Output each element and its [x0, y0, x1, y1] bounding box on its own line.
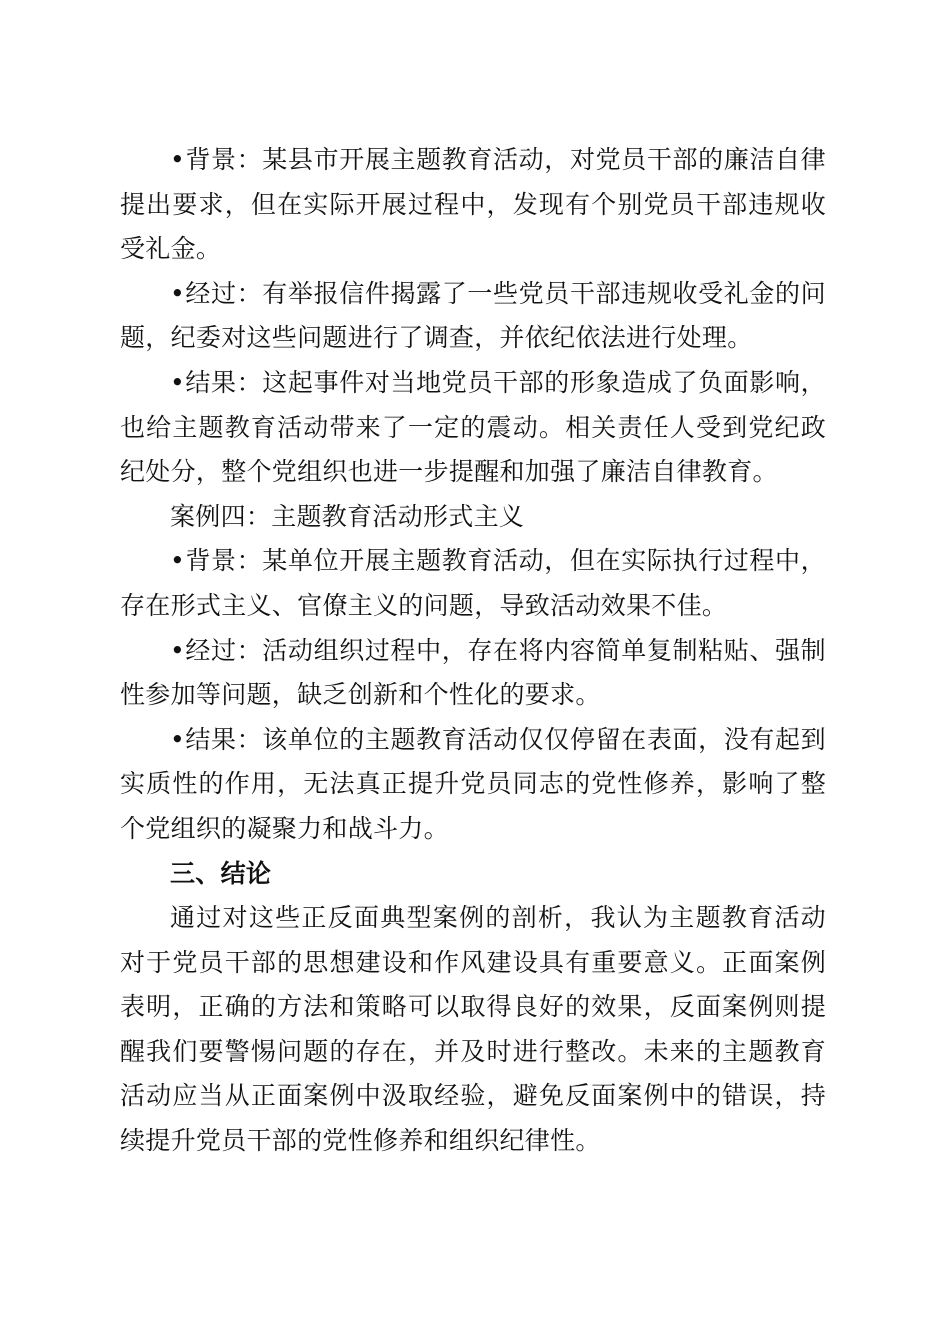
section-heading-conclusion: 三、结论: [170, 858, 272, 888]
paragraph-background-4: •背景：某单位开展主题教育活动，但在实际执行过程中，存在形式主义、官僚主义的问题，导致活动效果不佳。: [120, 546, 826, 620]
paragraph-process-4: •经过：活动组织过程中，存在将内容简单复制粘贴、强制性参加等问题，缺乏创新和个性化的要求。: [120, 635, 826, 710]
paragraph-result-4: •结果：该单位的主题教育活动仅仅停留在表面，没有起到实质性的作用，无法真正提升党员同志的党性修养，影响了整个党组织的凝聚力和战斗力。: [120, 724, 826, 843]
paragraph-process-3: •经过：有举报信件揭露了一些党员干部违规收受礼金的问题，纪委对这些问题进行了调查，并依纪依法进行处理。: [120, 278, 826, 353]
paragraph-result-3: •结果：这起事件对当地党员干部的形象造成了负面影响，也给主题教育活动带来了一定的震动。相关责任人受到党纪政纪处分，整个党组织也进一步提醒和加强了廉洁自律教育。: [120, 367, 826, 487]
document-body: [120, 138, 826, 1164]
paragraph-conclusion: 通过对这些正反面典型案例的剖析，我认为主题教育活动对于党员干部的思想建设和作风建设具有重要意义。正面案例表明，正确的方法和策略可以取得良好的效果，反面案例则提醒我们要警惕问题的存在，并及时进行整改。未来的主题教育活动应当从正面案例中汲取经验，避免反面案例中的错误，持续提升党员干部的党性修养和组织纪律性。: [120, 903, 826, 1156]
case-four-title: 案例四：主题教育活动形式主义: [170, 501, 525, 531]
paragraph-background-3: •背景：某县市开展主题教育活动，对党员干部的廉洁自律提出要求，但在实际开展过程中，发现有个别党员干部违规收受礼金。: [120, 145, 826, 264]
